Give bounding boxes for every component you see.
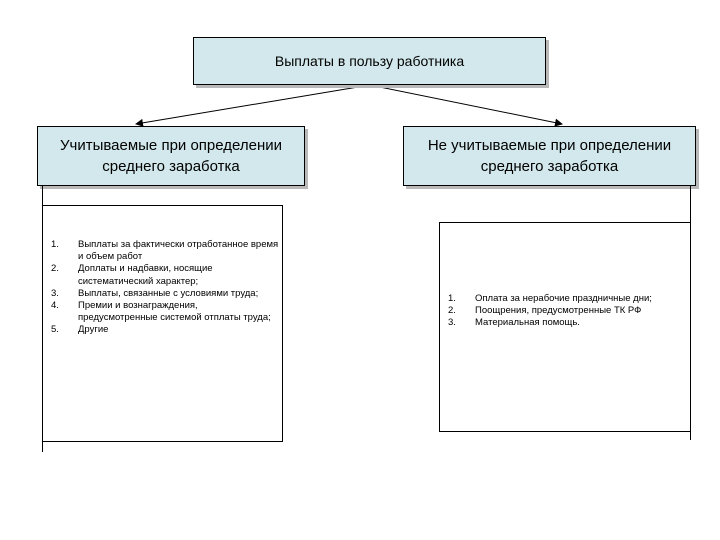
arrow-to-left-box xyxy=(136,85,370,124)
left-list xyxy=(51,239,279,337)
left-list-panel xyxy=(42,205,283,442)
left-category-box xyxy=(37,126,305,186)
root-box xyxy=(193,37,546,85)
right-category-label: Не учитываемые при определении среднего заработка xyxy=(427,137,672,175)
list-item: 2. Доплаты и надбавки, носящие систематический характер; xyxy=(51,263,213,287)
list-item: 3. Материальная помощь. xyxy=(448,317,580,329)
right-list xyxy=(448,293,686,330)
list-item: 1. Оплата за нерабочие праздничные дни; xyxy=(448,293,652,304)
arrow-to-right-box xyxy=(370,85,562,124)
root-box-label: Выплаты в пользу работника xyxy=(274,53,465,69)
list-item: 5. Другие xyxy=(51,324,109,336)
left-category-label: Учитываемые при определении среднего заработка xyxy=(59,137,283,175)
list-item: 3. Выплаты, связанные с условиями труда; xyxy=(51,287,259,299)
right-category-box xyxy=(403,126,696,186)
list-item: 1. Выплаты за фактически отработанное время и объем работ xyxy=(51,239,279,263)
list-item: 2. Поощрения, предусмотренные ТК РФ xyxy=(448,305,642,317)
right-list-panel xyxy=(439,222,691,432)
list-item: 4. Премии и вознаграждения, предусмотренные системой отплаты труда; xyxy=(51,300,271,324)
